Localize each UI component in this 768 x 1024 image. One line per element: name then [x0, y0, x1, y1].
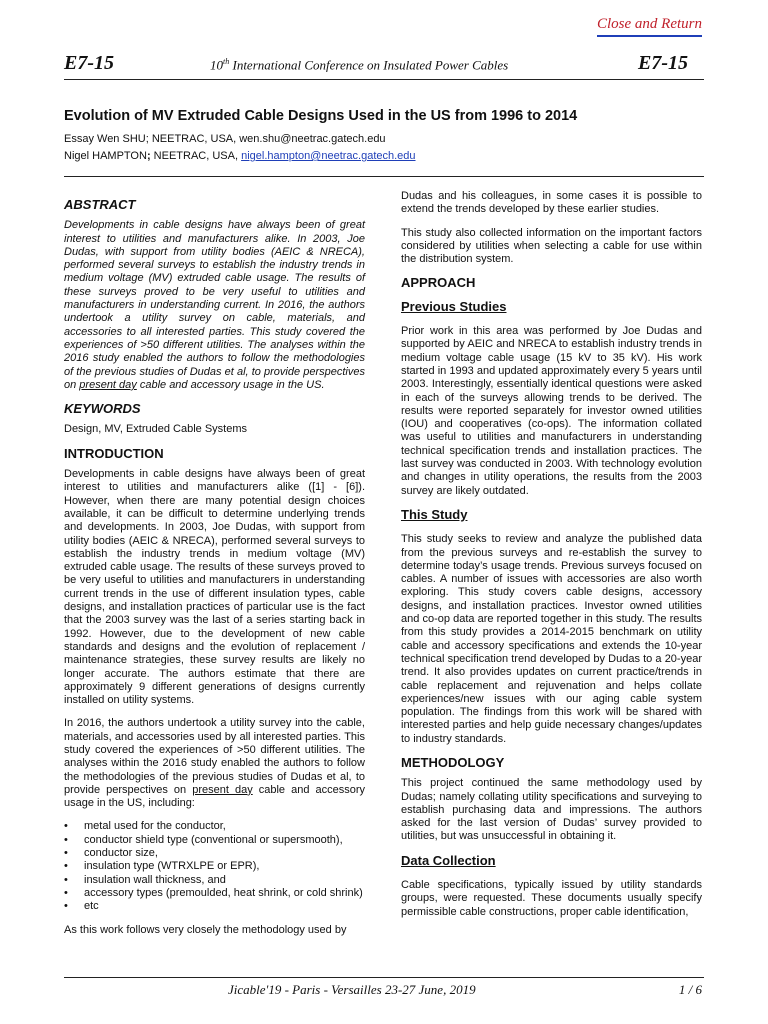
- approach-heading: APPROACH: [401, 275, 476, 291]
- introduction-closing-line: As this work follows very closely the methodology used by: [64, 923, 347, 936]
- this-study-heading: This Study: [401, 506, 468, 522]
- author-line-2: Nigel HAMPTON; NEETRAC, USA, nigel.hampton@neetrac.gatech.edu: [64, 150, 416, 162]
- list-item: • etc: [64, 900, 365, 913]
- close-and-return-link[interactable]: Close and Return: [597, 16, 702, 37]
- abstract-text: Developments in cable designs have always been of great interest to utilities and manufacturers alike. In 2003, Joe Dudas, with support from utility bodies (AEIC & NRECA), performed several surveys to establish the industry trends in medium voltage (MV) extruded cable usage. The results of these surveys proved to be very useful to utilities and manufacturers in understanding current. In 2016, the authors undertook a utility survey on cable, materials, and accessories to all interested parties. This study covered the experiences of >50 different utilities. The analyses within the 2016 study enabled the authors to follow the methodologies of the previous studies of Dudas et al, to provide perspectives on present day cable and accessory usage in the US.: [64, 219, 365, 391]
- author-rule: [64, 176, 704, 177]
- author-line-1: Essay Wen SHU; NEETRAC, USA, wen.shu@neetrac.gatech.edu: [64, 133, 386, 145]
- data-collection-heading: Data Collection: [401, 852, 496, 868]
- methodology-paragraph: This project continued the same methodology used by Dudas; namely collating utility specifications and surveying to establish purchasing data and impressions. The authors asked for the last version of Dudas’ survey provided to utilities, but was unsuccessful in obtaining it.: [401, 777, 702, 843]
- list-item: • insulation type (WTRXLPE or EPR),: [64, 860, 365, 873]
- list-item: • insulation wall thickness, and: [64, 874, 365, 887]
- conference-header: 10th International Conference on Insulated Power Cables: [210, 57, 509, 73]
- paper-code-left: E7-15: [64, 52, 114, 74]
- list-item: • conductor size,: [64, 847, 365, 860]
- list-item: • accessory types (premoulded, heat shrink, or cold shrink): [64, 887, 365, 900]
- left-column: [64, 190, 365, 947]
- survey-topics-list: [64, 820, 365, 913]
- this-study-paragraph: This study seeks to review and analyze the published data from the previous surveys and re-establish the survey to determine today’s usage trends. Previous surveys focused on cables. A number of issues with accessories are also worth exploring. This study covers cable designs, accessory designs, and installation practices. Investor owned utilities and co-op data are reported together in this study. The results from this study provides a 2014-2015 benchmark on utility cable and accessory specifications and extends the 10-year technical specification trend developed by Dudas to a 20-year trend. It also provides updates on current practice/trends in cable replacement and rejuvenation and helps collate experiences/new issues with our aging cable system population. The findings from this work will be shared with interested parties and help guide necessary changes/updates to industry standards.: [401, 533, 702, 745]
- header-rule: [64, 79, 704, 80]
- list-item: • metal used for the conductor,: [64, 820, 365, 833]
- previous-studies-paragraph: Prior work in this area was performed by Joe Dudas and supported by AEIC and NRECA to establish industry trends in medium voltage cable usage (15 kV to 35 kV). His work started in 1993 and updated approximately every 5 years until 2003. Interestingly, essentially identical questions were asked in each of the surveys allowing trends to be derived. The results were reported separately for investor owned utilities (IOU) and cooperatives (co-ops). The information collated was useful to utilities and manufacturers in understanding technical specification trends and installation practices. The last survey was conducted in 2003. With technology evolution and changes in utility operations, the results from the 2003 survey are likely outdated.: [401, 325, 702, 497]
- footer-conference: Jicable'19 - Paris - Versailles 23-27 June, 2019: [228, 982, 476, 997]
- list-item: • conductor shield type (conventional or supersmooth),: [64, 834, 365, 847]
- previous-studies-heading: Previous Studies: [401, 298, 507, 314]
- abstract-heading: ABSTRACT: [64, 197, 136, 212]
- footer-rule: [64, 977, 704, 978]
- data-collection-paragraph: Cable specifications, typically issued by utility standards groups, were requested. These documents usually specify permissible cable constructions, proper cable identification,: [401, 879, 702, 918]
- introduction-heading: INTRODUCTION: [64, 445, 164, 461]
- paper-title: Evolution of MV Extruded Cable Designs Used in the US from 1996 to 2014: [64, 108, 578, 124]
- author-email-link[interactable]: nigel.hampton@neetrac.gatech.edu: [241, 150, 416, 162]
- paper-code-right: E7-15: [638, 52, 688, 74]
- introduction-paragraph-2: In 2016, the authors undertook a utility survey into the cable, materials, and accessories used by all interested parties. This study covered the experiences of >50 different utilities. The analyses within the 2016 study enabled the authors to follow the methodologies of the previous studies of Dudas et al, to provide perspectives on present day cable and accessory usage in the US, including:: [64, 717, 366, 810]
- keywords-text: Design, MV, Extruded Cable Systems: [64, 423, 248, 436]
- right-column: [401, 190, 702, 929]
- keywords-heading: KEYWORDS: [64, 401, 141, 417]
- continuation-paragraph-2: This study also collected information on the important factors considered by utilities when selecting a cable for use within the distribution system.: [401, 226, 702, 266]
- methodology-heading: METHODOLOGY: [401, 754, 505, 770]
- page-number: 1 / 6: [678, 982, 702, 997]
- continuation-paragraph-1: Dudas and his colleagues, in some cases it is possible to extend the trends developed by these earlier studies.: [401, 190, 702, 216]
- introduction-paragraph-1: Developments in cable designs have always been of great interest to utilities and manufacturers alike ([1] - [6]). However, when there are many potential design choices available, it can be difficult to determine underlying trends and developments. In 2003, Joe Dudas, with support from utility bodies (AEIC & NRECA), performed several surveys to establish the industry trends in medium voltage (MV) extruded cable usage. The results of these surveys proved to be very useful to utilities and manufacturers in understanding current trends in the use of different insulation types, cable designs, and installation practices of particular use is the fact that the 2003 survey was the last of a series starting back in 1992. However, due to the development of new cable standards and designs and the evolution of replacement / maintenance strategies, these survey results are likely no longer accurate. The authors estimate that there are approximately 9 different generations of designs currently installed on utility systems.: [64, 468, 365, 707]
